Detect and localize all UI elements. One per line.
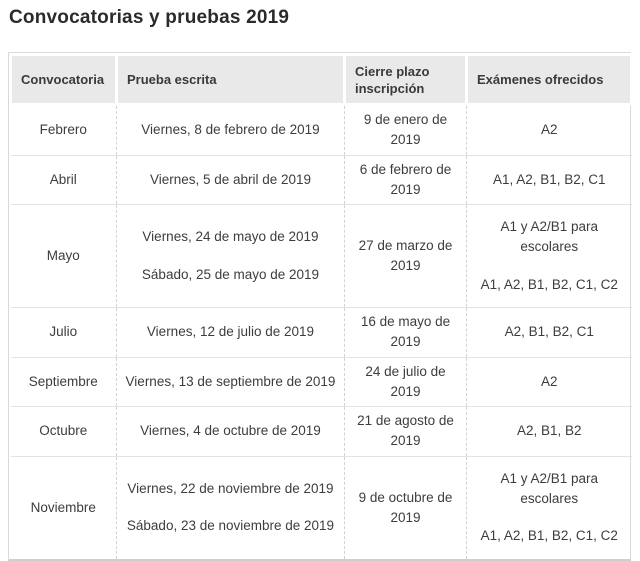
cell-examenes-ofrecidos (467, 105, 632, 156)
cell-prueba-escrita (117, 407, 345, 457)
column-header-convocatoria: Convocatoria (11, 55, 117, 105)
cell-text: 6 de febrero de 2019 (359, 161, 452, 197)
cell-text: Viernes, 13 de septiembre de 2019 (125, 373, 336, 389)
cell-text: 16 de mayo de 2019 (360, 314, 451, 350)
cell-cierre-plazo (345, 105, 467, 156)
cell-prueba-escrita (117, 308, 345, 358)
cell-text: A1, A2, B1, B2, C1, C2 (480, 528, 618, 544)
schedule-table-container (8, 52, 631, 561)
cell-text: Viernes, 8 de febrero de 2019 (141, 122, 320, 138)
cell-cierre-plazo (345, 407, 467, 457)
cell-text: Sábado, 25 de mayo de 2019 (141, 266, 320, 282)
cell-text: Noviembre (30, 499, 96, 515)
column-header-examenes-ofrecidos: Exámenes ofrecidos (467, 55, 632, 105)
cell-cierre-plazo (345, 155, 467, 205)
cell-text: Octubre (39, 423, 88, 439)
cell-prueba-escrita (117, 456, 345, 559)
cell-text: A1 y A2/B1 para escolares (500, 470, 599, 507)
cell-text: A1 y A2/B1 para escolares (500, 219, 599, 255)
cell-text: 24 de julio de 2019 (365, 363, 446, 399)
cell-examenes-ofrecidos (467, 456, 632, 559)
table-header-row (11, 55, 632, 105)
cell-text: A2, B1, B2 (516, 423, 582, 439)
cell-text: Viernes, 12 de julio de 2019 (146, 324, 315, 340)
table-row (11, 357, 632, 407)
cell-text: Sábado, 23 de noviembre de 2019 (126, 518, 335, 534)
cell-text: 9 de octubre de 2019 (358, 489, 453, 525)
cell-cierre-plazo (345, 357, 467, 407)
cell-convocatoria (11, 105, 117, 156)
cell-cierre-plazo (345, 308, 467, 358)
cell-text: Abril (49, 171, 77, 187)
cell-text: Viernes, 22 de noviembre de 2019 (127, 481, 334, 496)
table-row (11, 308, 632, 358)
cell-examenes-ofrecidos (467, 155, 632, 205)
convocatorias-table (9, 53, 633, 559)
cell-text: 27 de marzo de 2019 (358, 237, 453, 273)
cell-text: Septiembre (28, 373, 98, 389)
table-row (11, 407, 632, 457)
table-row (11, 205, 632, 308)
cell-convocatoria (11, 357, 117, 407)
cell-text: A2 (540, 373, 558, 389)
cell-text: Viernes, 5 de abril de 2019 (149, 171, 312, 187)
cell-convocatoria (11, 155, 117, 205)
cell-prueba-escrita (117, 155, 345, 205)
cell-text: Julio (49, 324, 78, 340)
cell-text: Febrero (39, 122, 87, 138)
cell-examenes-ofrecidos (467, 407, 632, 457)
cell-cierre-plazo (345, 456, 467, 559)
cell-text: A1, A2, B1, B2, C1 (492, 171, 606, 187)
table-row (11, 456, 632, 559)
cell-text: Viernes, 24 de mayo de 2019 (142, 229, 319, 245)
cell-prueba-escrita (117, 205, 345, 308)
cell-text: A1, A2, B1, B2, C1, C2 (480, 276, 618, 292)
cell-examenes-ofrecidos (467, 308, 632, 358)
page-title: Convocatorias y pruebas 2019 (9, 7, 290, 28)
cell-convocatoria (11, 407, 117, 457)
column-header-prueba-escrita: Prueba escrita (117, 55, 345, 105)
cell-text: A2, B1, B2, C1 (504, 324, 594, 340)
cell-convocatoria (11, 456, 117, 559)
cell-text: Mayo (46, 247, 80, 263)
cell-examenes-ofrecidos (467, 205, 632, 308)
cell-prueba-escrita (117, 357, 345, 407)
column-header-cierre-plazo: Cierre plazo inscripción (345, 55, 467, 105)
table-body (11, 105, 632, 560)
cell-cierre-plazo (345, 205, 467, 308)
cell-examenes-ofrecidos (467, 357, 632, 407)
table-row (11, 155, 632, 205)
cell-text: Viernes, 4 de octubre de 2019 (140, 423, 321, 439)
cell-text: 9 de enero de 2019 (363, 112, 448, 148)
cell-convocatoria (11, 205, 117, 308)
cell-text: A2 (540, 122, 558, 138)
cell-text: 21 de agosto de 2019 (357, 413, 454, 449)
cell-convocatoria (11, 308, 117, 358)
table-row (11, 105, 632, 156)
cell-prueba-escrita (117, 105, 345, 156)
